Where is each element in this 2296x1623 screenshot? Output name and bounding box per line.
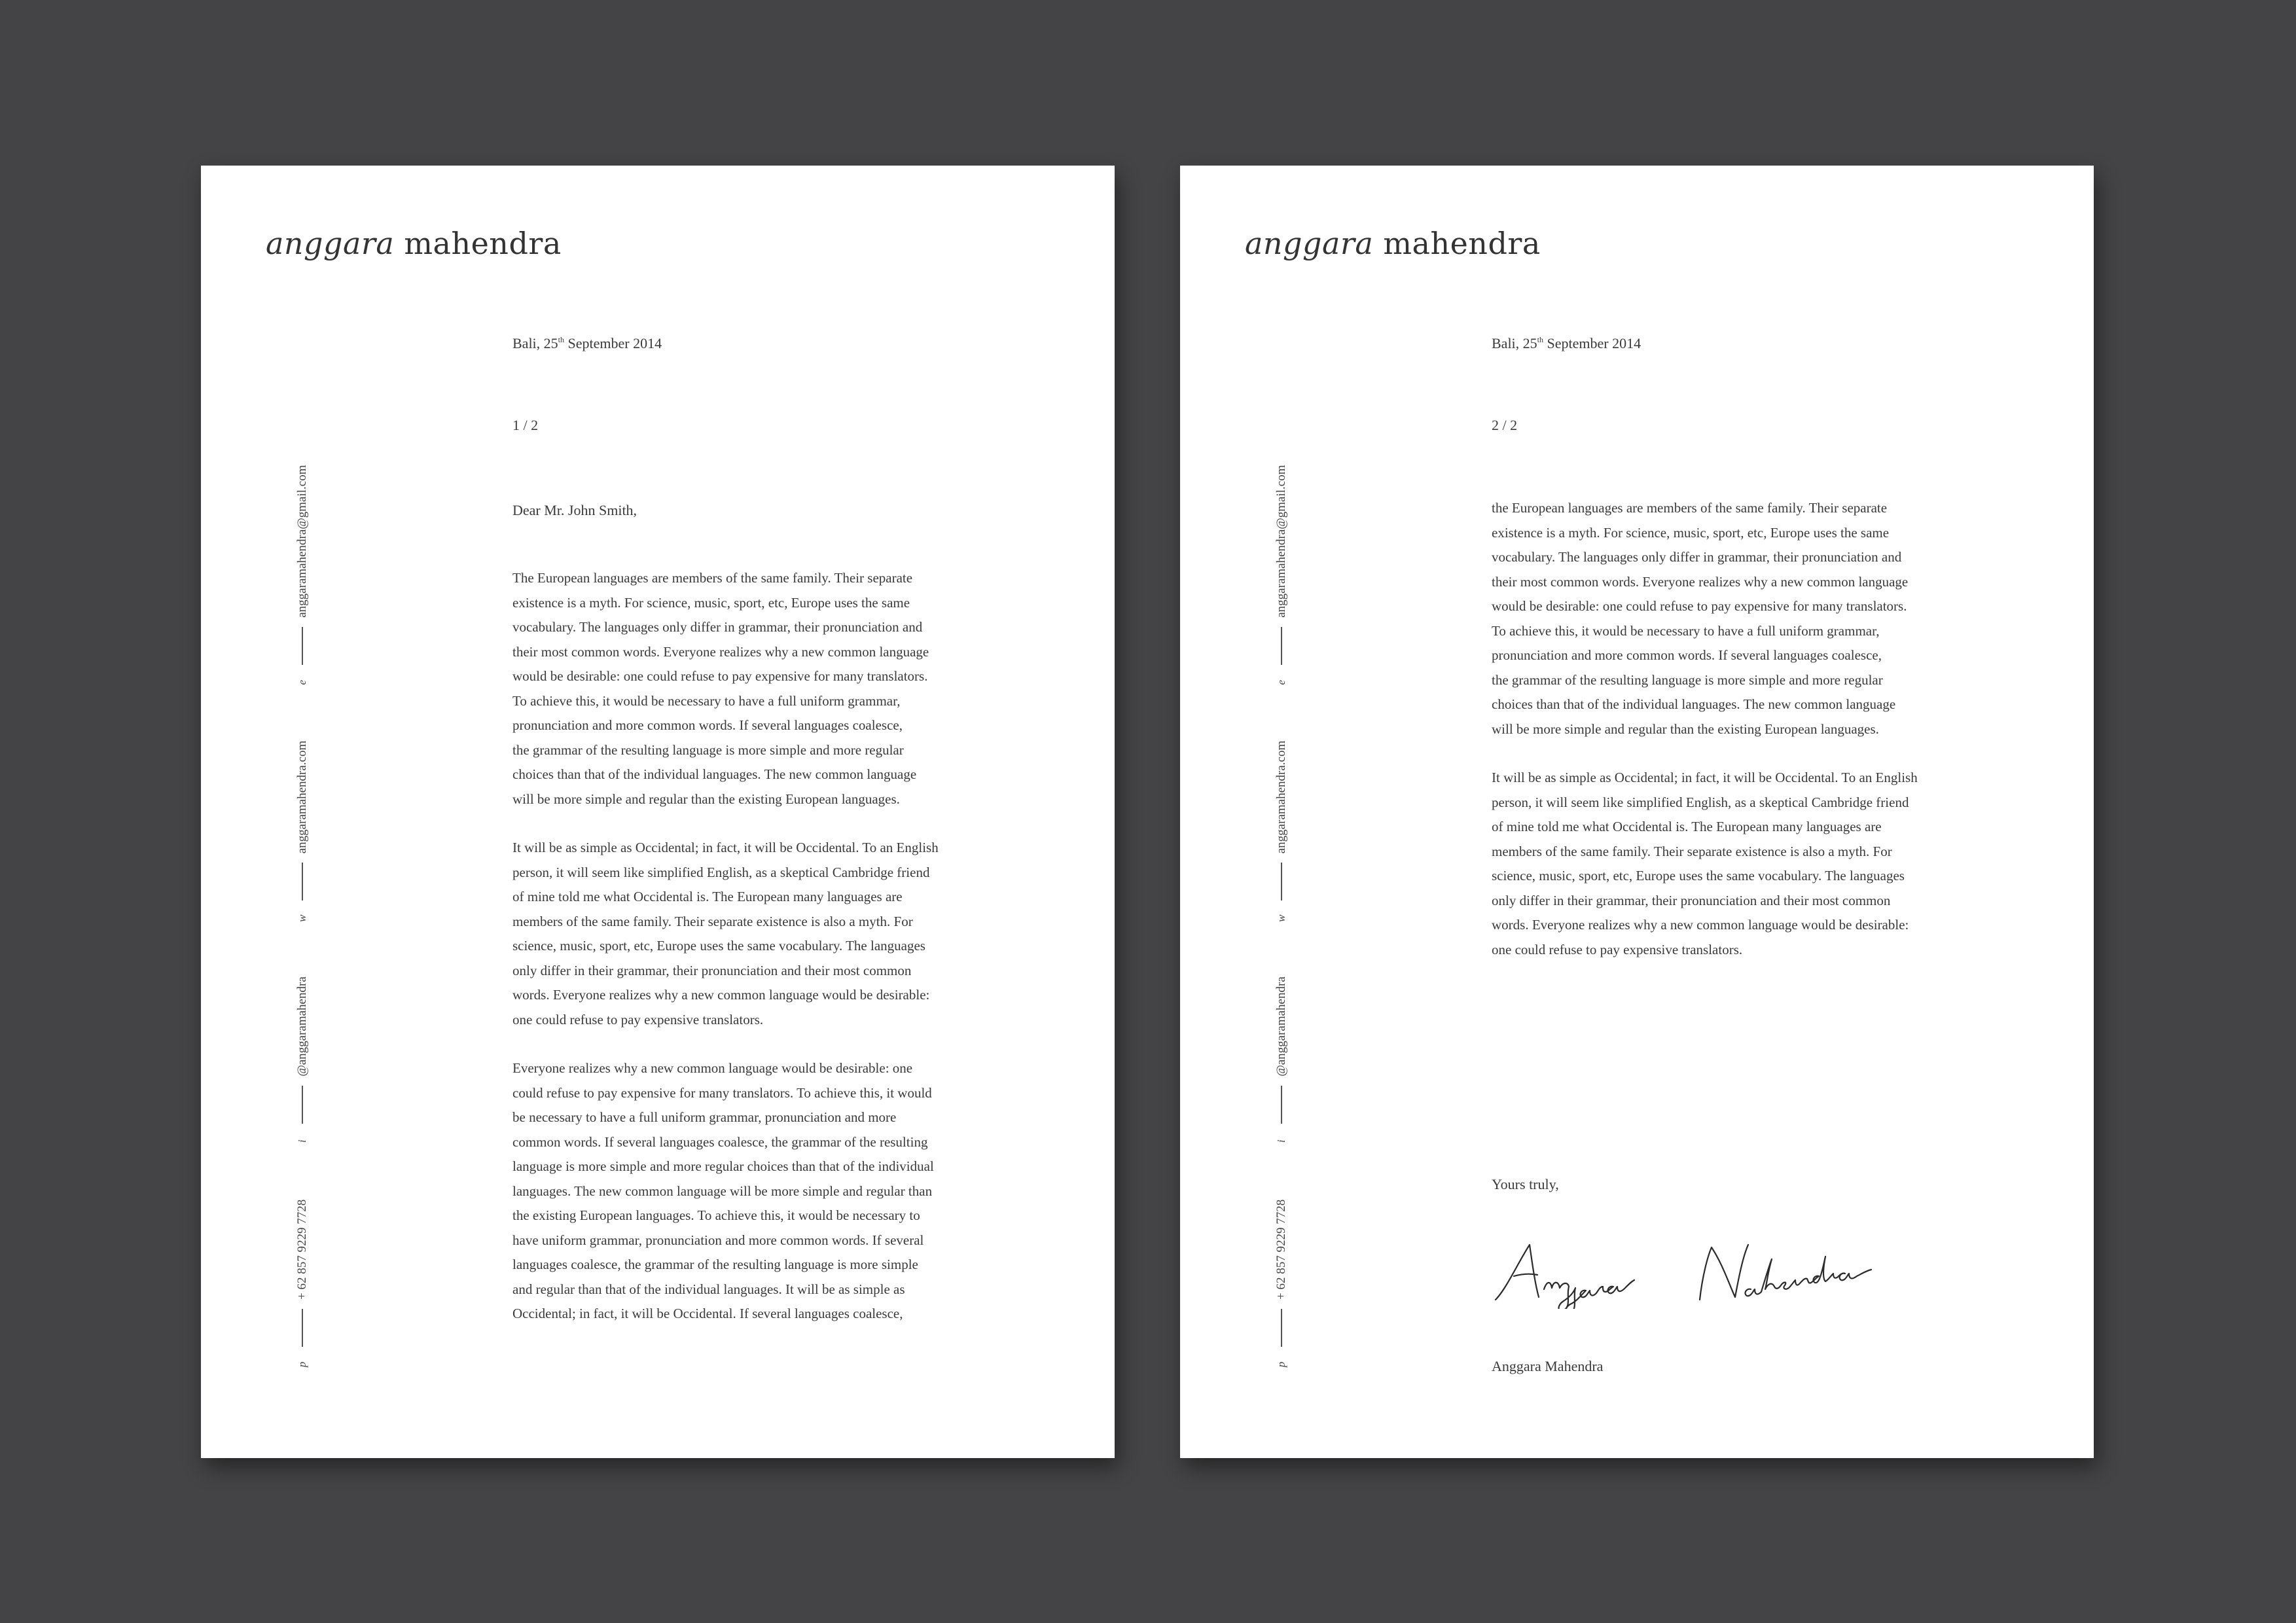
rule <box>302 1086 303 1124</box>
paragraph: It will be as simple as Occidental; in fact, it will be Occidental. To an English person, it will seem like simplified English, as a skeptical Cambridge friend of mine told me what Occidental is. The European many languages are members of the same family. Their separate existence is also a myth. For science, music, sport, etc, Europe uses the same vocabulary. The languages only differ in their grammar, their pronunciation and their most common words. Everyone realizes why a new common language would be desirable: one could refuse to pay expensive translators. <box>1492 770 1918 957</box>
website-url: anggaramahendra.com <box>295 740 309 854</box>
website-key: w <box>296 914 308 922</box>
phone-key: p <box>296 1361 308 1368</box>
date-rest: September 2014 <box>1543 335 1641 351</box>
contact-rail <box>293 325 312 1372</box>
letterhead-logo <box>1245 226 1541 261</box>
phone-number: + 62 857 9229 7728 <box>295 1199 309 1300</box>
phone-number: + 62 857 9229 7728 <box>1274 1199 1288 1300</box>
logo-first-name: anggara <box>266 226 395 261</box>
paragraph: The European languages are members of the same family. Their separate existence is a myth. For science, music, sport, etc, Europe uses the same vocabulary. The languages only differ in grammar, their pronunciation and their most common words. Everyone realizes why a new common language would be desirable: one could refuse to pay expensive for many translators. To achieve this, it would be necessary to have a full uniform grammar, pronunciation and more common words. If several languages coalesce, the grammar of the resulting language is more simple and more regular choices than that of the individual languages. The new common language will be more simple and regular than the existing European languages. <box>512 570 929 807</box>
rule <box>1281 1309 1282 1347</box>
logo-last-name: mahendra <box>394 226 562 261</box>
rule <box>302 863 303 901</box>
logo-last-name: mahendra <box>1373 226 1541 261</box>
page-number: 1 / 2 <box>512 417 539 433</box>
rule <box>302 1309 303 1347</box>
signature-image <box>1492 1237 1910 1309</box>
paragraph: the European languages are members of the same family. Their separate existence is a myth. For science, music, sport, etc, Europe uses the same vocabulary. The languages only differ in grammar, their pronunciation and their most common words. Everyone realizes why a new common language would be desirable: one could refuse to pay expensive for many translators. To achieve this, it would be necessary to have a full uniform grammar, pronunciation and more common words. If several languages coalesce, the grammar of the resulting language is more simple and more regular choices than that of the individual languages. The new common language will be more simple and regular than the existing European languages. <box>1492 500 1909 737</box>
letter-body <box>512 566 1036 1351</box>
closing: Yours truly, <box>1492 1176 1559 1192</box>
email-key: e <box>1275 679 1287 685</box>
phone-key: p <box>1275 1361 1287 1368</box>
page-number: 2 / 2 <box>1492 417 1518 433</box>
website-url: anggaramahendra.com <box>1274 740 1288 854</box>
instagram-handle: @anggaramahendra <box>295 976 309 1077</box>
date-rest: September 2014 <box>564 335 662 351</box>
rule <box>302 627 303 665</box>
date-place: Bali, 25 <box>1492 335 1537 351</box>
paragraph: It will be as simple as Occidental; in fact, it will be Occidental. To an English person, it will seem like simplified English, as a skeptical Cambridge friend of mine told me what Occidental is. The European many languages are members of the same family. Their separate existence is also a myth. For science, music, sport, etc, Europe uses the same vocabulary. The languages only differ in their grammar, their pronunciation and their most common words. Everyone realizes why a new common language would be desirable: one could refuse to pay expensive translators. <box>512 840 939 1027</box>
instagram-handle: @anggaramahendra <box>1274 976 1288 1077</box>
email-key: e <box>296 679 308 685</box>
rule <box>1281 1086 1282 1124</box>
contact-rail <box>1272 325 1291 1372</box>
instagram-key: i <box>1275 1139 1287 1143</box>
letter-page-2 <box>1180 166 2094 1458</box>
salutation: Dear Mr. John Smith, <box>512 502 637 518</box>
date-ordinal: th <box>1537 335 1544 344</box>
rule <box>1281 627 1282 665</box>
paragraph: Everyone realizes why a new common language would be desirable: one could refuse to pay expensive for many translators. To achieve this, it would be necessary to have a full uniform grammar, pronunciation and more common words. If several languages coalesce, the grammar of the resulting language is more simple and more regular choices than that of the individual languages. The new common language will be more simple and regular than the existing European languages. To achieve this, it would be necessary to have uniform grammar, pronunciation and more common words. If several languages coalesce, the grammar of the resulting language is more simple and regular than that of the individual languages. It will be as simple as Occidental; in fact, it will be Occidental. If several languages coalesce, <box>512 1060 934 1321</box>
date-ordinal: th <box>558 335 565 344</box>
letter-date <box>1492 328 1641 356</box>
signer-name: Anggara Mahendra <box>1492 1358 1604 1374</box>
letter-date <box>512 328 662 356</box>
instagram-key: i <box>296 1139 308 1143</box>
rule <box>1281 863 1282 901</box>
letterhead-logo <box>266 226 562 261</box>
website-key: w <box>1275 914 1287 922</box>
letter-body <box>1492 496 2015 986</box>
email-address: anggaramahendra@gmail.com <box>1274 465 1288 618</box>
logo-first-name: anggara <box>1245 226 1374 261</box>
date-place: Bali, 25 <box>512 335 558 351</box>
email-address: anggaramahendra@gmail.com <box>295 465 309 618</box>
letter-page-1 <box>201 166 1115 1458</box>
